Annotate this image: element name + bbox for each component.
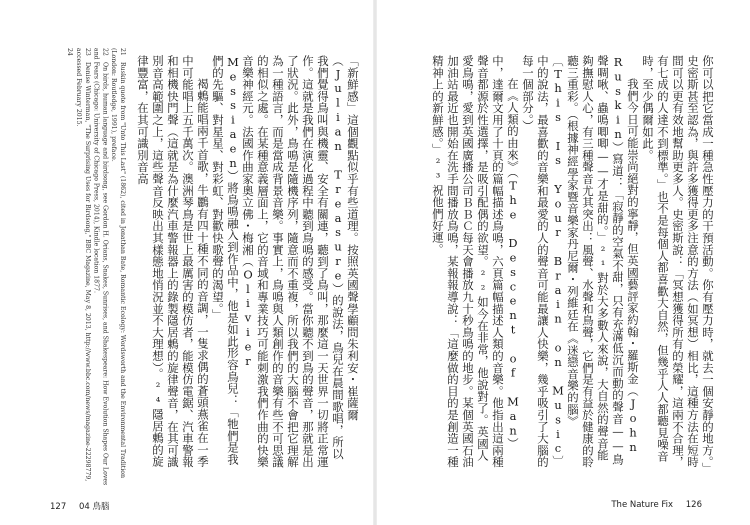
folio-left (50, 500, 109, 512)
running-head: 04 鳥腦 (78, 502, 110, 512)
footnotes (26, 48, 126, 488)
page-number: 127 (50, 502, 67, 512)
paragraph: 在《人類的由來》（The Descent of Man）中，達爾文用了十頁的篇幅描述鳥鳴，六頁篇幅描述人類的音樂。他指出這兩種聲音都源於性選擇，是吸引配偶的欲望。²²如今在非常，他說對了。英國人愛鳥鳴，愛到英國廣播公司ＢＢＣ每天會播放九十秒鳥鳴的地步。某個英國石油加油站最近也開始在洗手間播放鳥鳴，某報報導說：「這麼做的目的是創造一種精神上的新鮮感。」²³祝他們好運。 (431, 55, 520, 468)
paragraph: 我們今日可能崇尚絕對的寧靜，但英國藝評家約翰・羅斯金（John Ruskin）寫道：「寂靜的空氣不甜，只有充滿低沉而動的聲音——鳥聲啁啾、蟲鳴唧唧——才是甜的。」²¹對於大多數人來說，大自然的聲音能夠撫慰人心，有三種聲音尤其突出：風聲、水聲和鳥聲，它們是有益於健康的聆聽三重彩。（根據神經學家暨音樂家丹尼爾・列維廷在《迷戀音樂的腦》〔This Is Your Brain on Music〕中的說法，最喜歡的音樂和最愛的人的聲音可能最讓人快樂，幾乎吸引了大腦的每一個部分。） (521, 55, 640, 468)
footnote: 24 (66, 48, 74, 63)
right-body-text (405, 55, 715, 470)
right-page (375, 0, 750, 525)
page-number: 126 (685, 500, 702, 510)
footnote: 22 On birds, human language and birdsong, see Gordon H. Orians, Snakes, Sunrises, and Shakespeare: How Evolution Shapes Our Loves and Fears (Chicago: University of Chicago Press, 2014), Kindle location 1877. (92, 48, 109, 486)
paragraph: 褐鶇能唱兩千首歌，牛鸝有四十種不同的音調，一隻求偶的蒼頭燕雀在一季中可能唱上五千萬次。澳洲琴鳥是世上最厲害的模仿者，能模仿電鋸、汽車警報和相機快門聲（這就是為什麼汽車警報器上的錄製隱居鶇的旋律聲音，在其可識別音高範圍之上，這些聲音反映出其樣態地悄況並不大理想）。²⁴隱居鶇的旋律豐富，在其可識別音高 (136, 55, 210, 468)
footnote: 21 Ruskin quote from "Unto This Last" (1862), cited in Jonathan Bate, Romantic Ecology: Wordsworth and the Environmental Tradition (London: Routledge, 1991), preface. (110, 48, 126, 478)
paragraph: 你可以把它當成一種急性壓力的干預活動。你有壓力時，就去一個安靜的地方。」史密斯甚至認為，與許多獲得更多注意的方法（如冥想）相比，這種方法在短時間可以更有效地幫助更多人。史密斯說：「冥想獲得所有的榮耀，這兩不合理，有七成的人達不到標準。」也不是每個人都喜歡大自然，但幾乎人人都聽見噪音時，至少偶爾如此。 (641, 55, 715, 469)
paragraph: 「新鮮感」這個觀點似乎有些道理。按照英國聲學顧問朱利安・崔薩爾（Julian Treasure）的說法，鳥兒在晨間歌唱，所以我們覺得鳥叫與機靈、安全有關連，聽到了鳥叫，那麼這一天世界一切將正常運作。這就是我們在演化過程中聽到鳥鳴的感受。當你聽不到鳥的聲音，那就是出了狀況。此外，鳥鳴是隨機序列，隨意而不重複，所以我們的大腦不會把它理解為一種語言，而是當成背景音樂。事實上，鳥鳴與人類創作的音樂有些不可思議的相似之處。在某種意義層面上，它的音域和專業技巧可能刺激我們作曲的快樂音樂神經元。法國作曲家奧立佛・梅湘（Olivier Messiaen）將鳥鳴融入到作品中，他是如此形容鳥兒：「牠們是我們的先驅、對星星、對彩虹、對歡快歌聲的渴望。」 (211, 55, 360, 468)
left-body-text (136, 55, 360, 470)
folio-right (611, 500, 702, 510)
running-head: The Nature Fix (611, 500, 674, 510)
footnote: 23 Denise Winterman, "The Surprising Uses for Birdsong," BBC Magazine, May 8, 2013, http://www.bbc.com/news/magazine-22298779, accessed February 2015. (75, 48, 91, 482)
